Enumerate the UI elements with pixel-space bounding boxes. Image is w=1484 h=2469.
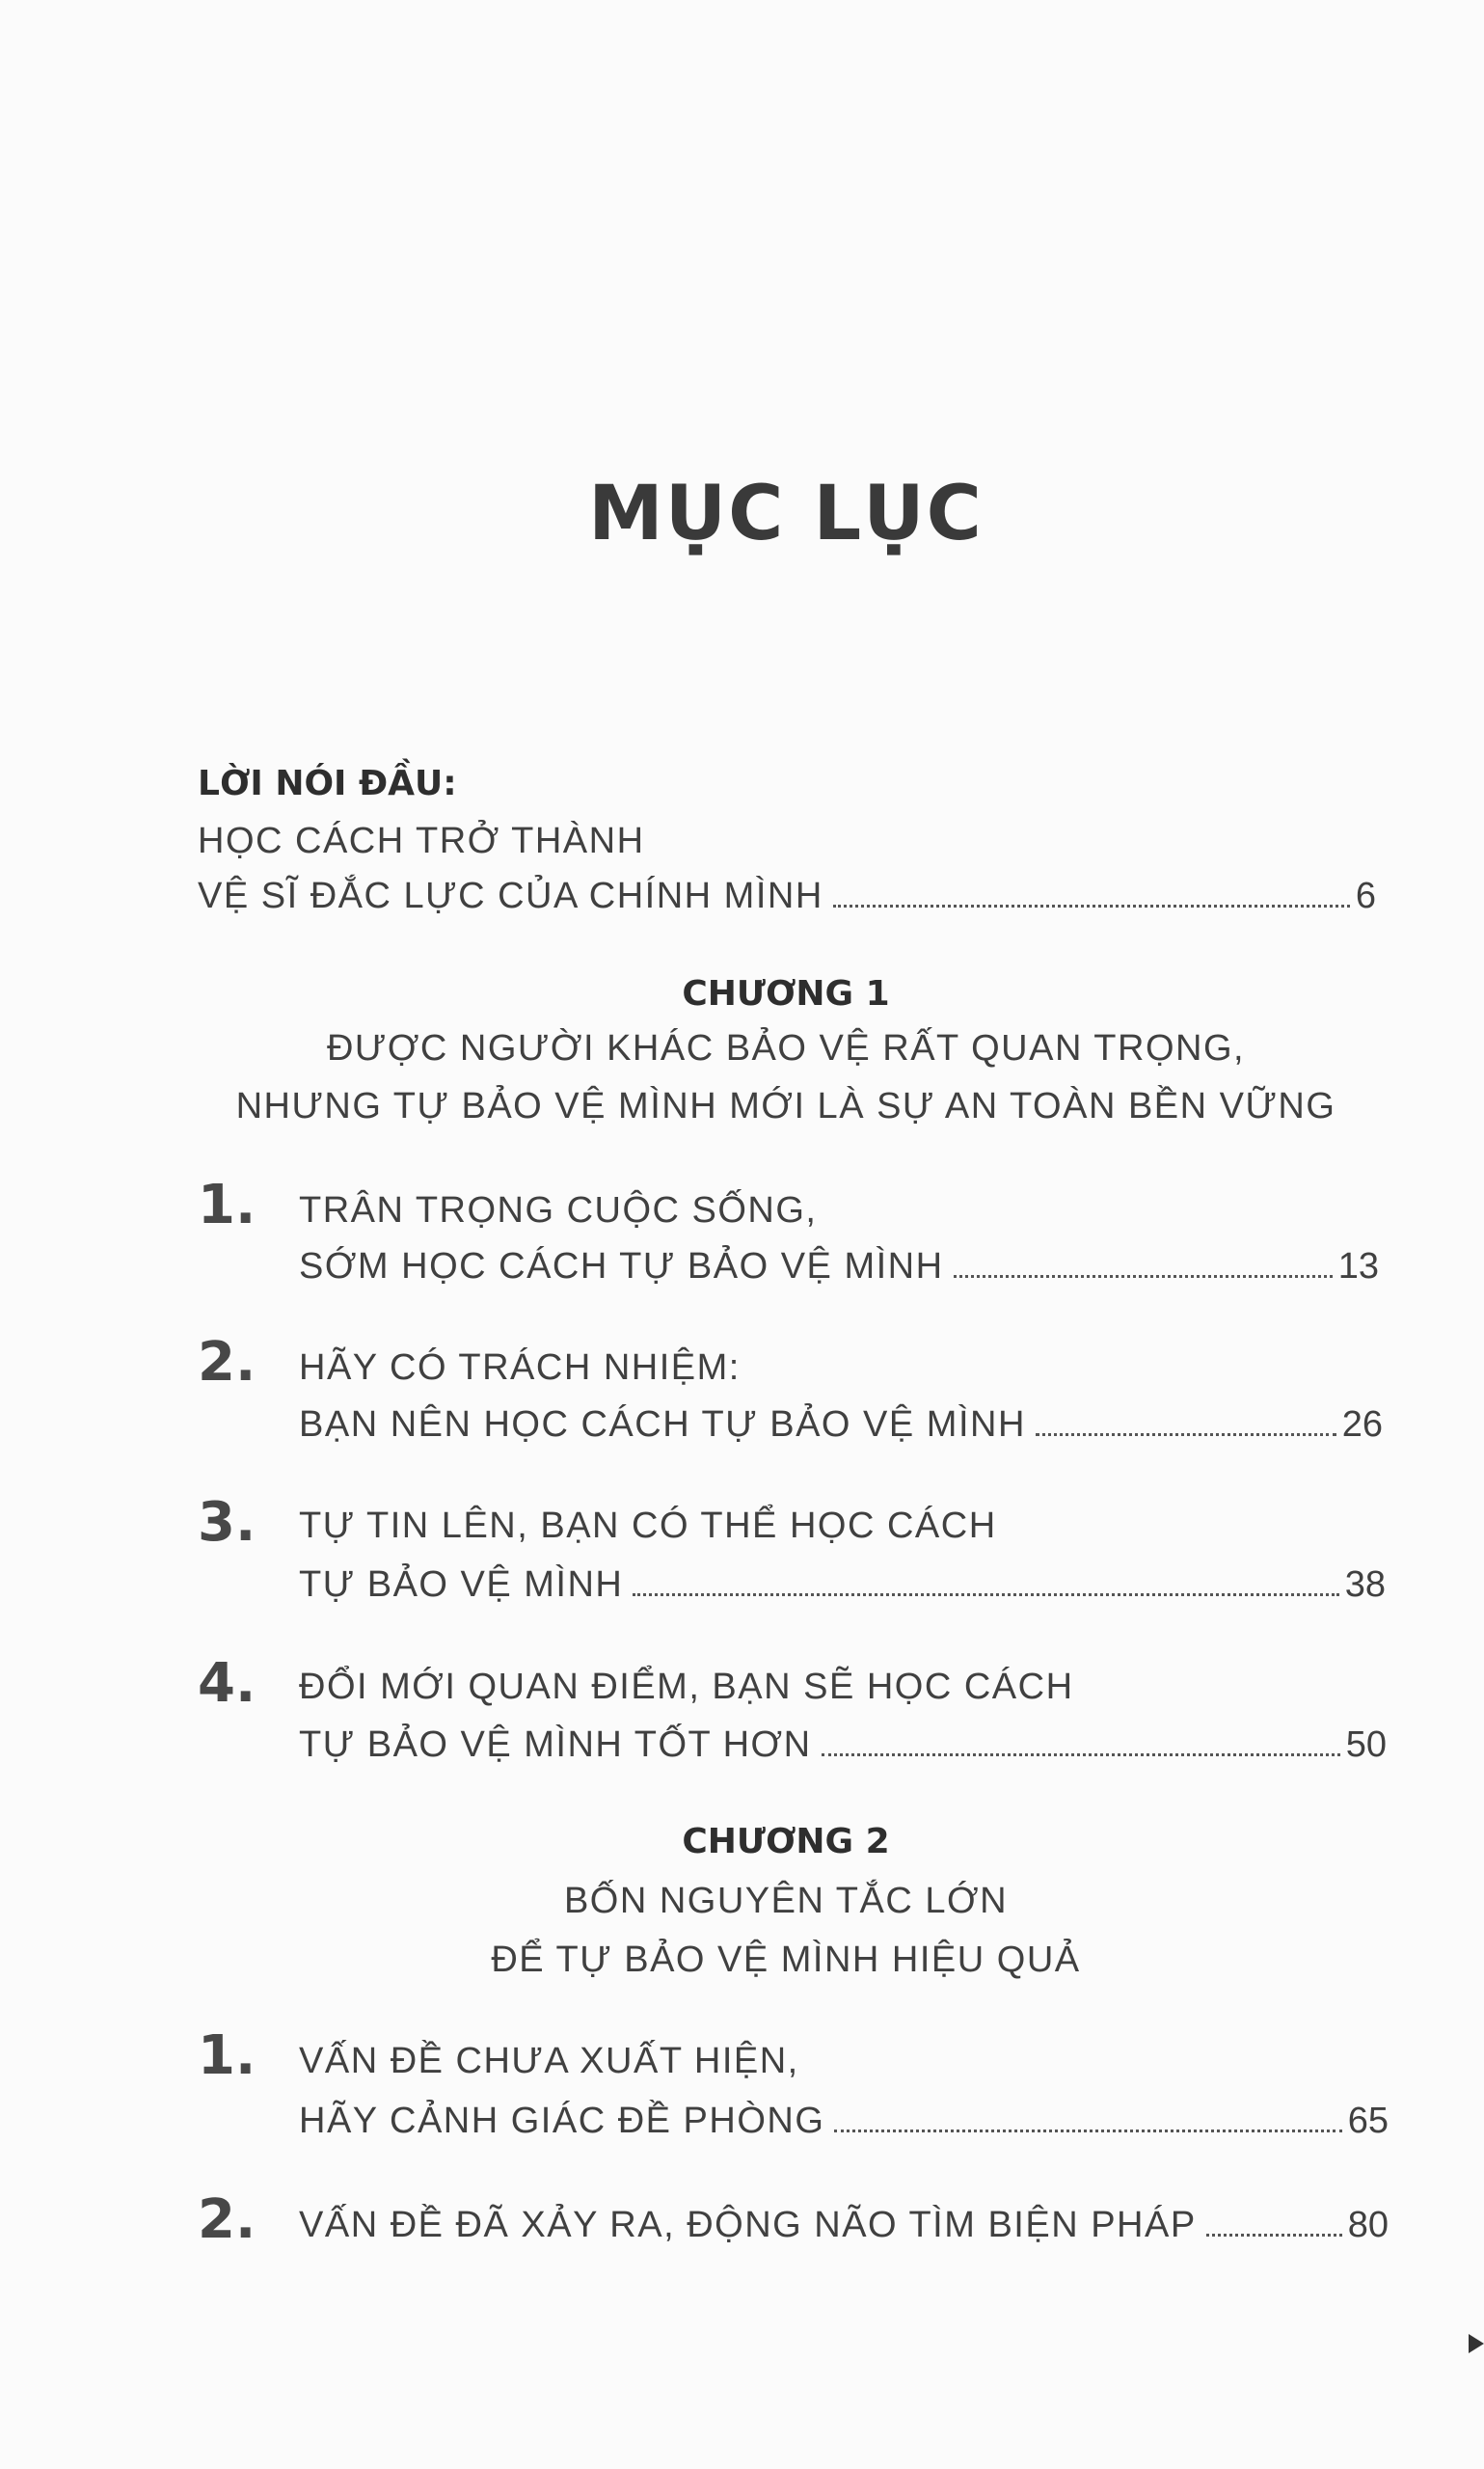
preface-label: LỜI NÓI ĐẦU: xyxy=(198,764,457,803)
toc-entry-line1: ĐỔI MỚI QUAN ĐIỂM, BẠN SẼ HỌC CÁCH xyxy=(299,1667,1074,1707)
toc-entry-line2: VẤN ĐỀ ĐÃ XẢY RA, ĐỘNG NÃO TÌM BIỆN PHÁP xyxy=(299,2205,1197,2245)
preface-entry[interactable] xyxy=(198,878,1376,914)
page-title: MỤC LỤC xyxy=(588,471,984,557)
toc-entry[interactable] xyxy=(299,1248,1379,1285)
toc-entry-line1: VẤN ĐỀ CHƯA XUẤT HIỆN, xyxy=(299,2041,799,2081)
page-number: 50 xyxy=(1345,1724,1387,1765)
item-number: 1. xyxy=(198,2024,256,2087)
dot-leader xyxy=(833,905,1350,908)
toc-entry[interactable] xyxy=(299,1726,1387,1763)
item-number: 3. xyxy=(198,1491,256,1554)
chapter-2-label: CHƯƠNG 2 xyxy=(682,1822,890,1861)
preface-title-line2: VỆ SĨ ĐẮC LỰC CỦA CHÍNH MÌNH xyxy=(198,876,823,916)
toc-entry-line2: TỰ BẢO VỆ MÌNH TỐT HƠN xyxy=(299,1724,812,1765)
toc-entry-line2: BẠN NÊN HỌC CÁCH TỰ BẢO VỆ MÌNH xyxy=(299,1404,1026,1445)
chapter-2-title-line2: ĐỂ TỰ BẢO VỆ MÌNH HIỆU QUẢ xyxy=(491,1940,1081,1980)
page-number: 13 xyxy=(1337,1246,1379,1287)
page-edge-mark xyxy=(1469,2334,1484,2353)
toc-entry[interactable] xyxy=(299,1406,1383,1443)
page-number: 6 xyxy=(1355,876,1376,916)
page-number: 38 xyxy=(1344,1564,1386,1605)
chapter-1-label: CHƯƠNG 1 xyxy=(682,974,890,1014)
item-number: 2. xyxy=(198,2188,256,2251)
toc-entry-line1: TRÂN TRỌNG CUỘC SỐNG, xyxy=(299,1190,818,1231)
dot-leader xyxy=(633,1593,1338,1596)
toc-entry-line2: HÃY CẢNH GIÁC ĐỀ PHÒNG xyxy=(299,2101,825,2141)
chapter-2-title-line1: BỐN NGUYÊN TẮC LỚN xyxy=(563,1881,1009,1921)
toc-entry-line2: SỚM HỌC CÁCH TỰ BẢO VỆ MÌNH xyxy=(299,1246,944,1287)
page-number: 65 xyxy=(1347,2101,1389,2141)
toc-entry[interactable] xyxy=(299,1566,1386,1603)
toc-entry[interactable] xyxy=(299,2207,1389,2243)
preface-title-line1: HỌC CÁCH TRỞ THÀNH xyxy=(198,821,645,861)
dot-leader xyxy=(1036,1433,1336,1436)
item-number: 4. xyxy=(198,1652,256,1715)
page-number: 26 xyxy=(1341,1404,1383,1445)
toc-entry-line1: TỰ TIN LÊN, BẠN CÓ THỂ HỌC CÁCH xyxy=(299,1506,997,1546)
toc-entry-line2: TỰ BẢO VỆ MÌNH xyxy=(299,1564,624,1605)
dot-leader xyxy=(834,2130,1341,2132)
toc-entry-line1: HÃY CÓ TRÁCH NHIỆM: xyxy=(299,1347,741,1388)
chapter-1-title-line2: NHƯNG TỰ BẢO VỆ MÌNH MỚI LÀ SỰ AN TOÀN BỀN VỮNG xyxy=(235,1086,1336,1126)
chapter-1-title-line1: ĐƯỢC NGƯỜI KHÁC BẢO VỆ RẤT QUAN TRỌNG, xyxy=(326,1028,1246,1069)
toc-entry[interactable] xyxy=(299,2103,1389,2139)
dot-leader xyxy=(1206,2234,1342,2237)
item-number: 2. xyxy=(198,1331,256,1394)
dot-leader xyxy=(822,1753,1340,1756)
dot-leader xyxy=(954,1275,1333,1278)
item-number: 1. xyxy=(198,1174,256,1236)
page-number: 80 xyxy=(1347,2205,1389,2245)
